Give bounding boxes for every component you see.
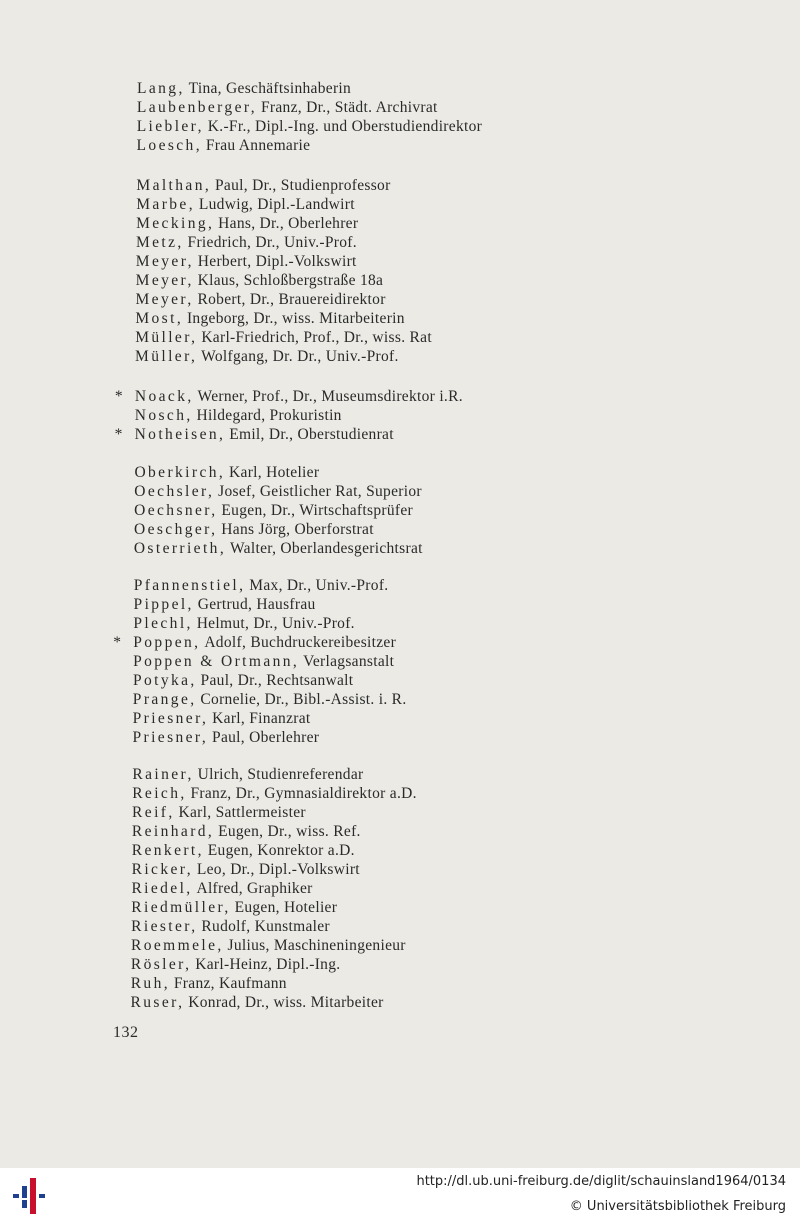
member-details: K.-Fr., Dipl.-Ing. und Oberstudiendirektor xyxy=(207,118,483,135)
list-item xyxy=(136,272,384,290)
list-item xyxy=(131,899,337,917)
member-details: Ingeborg, Dr., wiss. Mitarbeiterin xyxy=(186,310,405,327)
member-details: Rudolf, Kunstmaler xyxy=(201,918,330,935)
member-surname: Riester, xyxy=(131,918,198,935)
member-surname: Osterrieth, xyxy=(133,540,227,557)
list-item xyxy=(134,540,423,558)
deceased-marker: * xyxy=(114,426,123,443)
member-details: Ulrich, Studienreferendar xyxy=(197,766,364,783)
member-details: Adolf, Buchdruckereibesitzer xyxy=(204,634,397,651)
member-details: Helmut, Dr., Univ.-Prof. xyxy=(196,615,355,632)
member-details: Konrad, Dr., wiss. Mitarbeiter xyxy=(188,994,384,1011)
member-details: Franz, Dr., Gymnasialdirektor a.D. xyxy=(190,785,417,802)
list-item xyxy=(136,177,390,195)
list-item xyxy=(132,823,361,841)
member-surname: Poppen & Ortmann, xyxy=(133,653,300,670)
member-surname: Reinhard, xyxy=(131,823,215,840)
member-details: Franz, Dr., Städt. Archivrat xyxy=(260,99,438,116)
member-details: Hans Jörg, Oberforstrat xyxy=(221,521,374,538)
list-item xyxy=(136,215,358,233)
member-surname: Prange, xyxy=(132,691,197,708)
list-item xyxy=(132,804,306,822)
list-item xyxy=(131,918,330,936)
member-surname: Renkert, xyxy=(131,842,204,859)
list-item xyxy=(135,407,342,425)
member-surname: Reich, xyxy=(132,785,187,802)
member-surname: Plechl, xyxy=(133,615,193,632)
member-details: Tina, Geschäftsinhaberin xyxy=(188,80,352,97)
list-item xyxy=(134,577,389,595)
member-details: Karl, Sattlermeister xyxy=(178,804,306,821)
member-surname: Meyer, xyxy=(135,291,194,308)
list-item xyxy=(131,994,384,1012)
member-surname: Noack, xyxy=(134,388,194,405)
list-item xyxy=(134,596,316,614)
list-item xyxy=(131,937,406,955)
member-details: Herbert, Dipl.-Volkswirt xyxy=(197,253,357,270)
member-surname: Oberkirch, xyxy=(134,464,226,481)
member-details: Eugen, Dr., wiss. Ref. xyxy=(218,823,361,840)
deceased-marker: * xyxy=(113,634,121,651)
list-item xyxy=(136,196,355,214)
member-details: Hildegard, Prokuristin xyxy=(196,407,342,424)
member-surname: Riedel, xyxy=(131,880,193,897)
list-item xyxy=(133,672,353,690)
list-item xyxy=(137,118,482,136)
member-details: Robert, Dr., Brauereidirektor xyxy=(197,291,386,308)
member-surname: Nosch, xyxy=(134,407,193,424)
list-item xyxy=(136,291,386,309)
member-surname: Priesner, xyxy=(132,710,209,727)
list-item xyxy=(132,785,417,803)
member-details: Walter, Oberlandesgerichtsrat xyxy=(229,540,423,557)
member-details: Julius, Maschineningenieur xyxy=(227,937,406,954)
member-details: Cornelie, Dr., Bibl.-Assist. i. R. xyxy=(200,691,407,708)
member-surname: Oechsner, xyxy=(134,502,218,519)
list-item xyxy=(134,464,319,482)
member-details: Karl, Finanzrat xyxy=(212,710,311,727)
list-item xyxy=(136,234,357,252)
member-surname: Meyer, xyxy=(135,272,194,289)
member-details: Emil, Dr., Oberstudienrat xyxy=(229,426,394,443)
viewer-footer xyxy=(0,1168,800,1224)
member-surname: Most, xyxy=(135,310,184,327)
list-item xyxy=(114,426,394,444)
member-surname: Rösler, xyxy=(130,956,192,973)
member-surname: Meyer, xyxy=(135,253,194,270)
member-surname: Marbe, xyxy=(136,196,195,213)
member-details: Max, Dr., Univ.-Prof. xyxy=(249,577,389,594)
member-details: Friedrich, Dr., Univ.-Prof. xyxy=(187,234,357,251)
member-surname: Reif, xyxy=(132,804,175,821)
member-surname: Poppen, xyxy=(133,634,201,651)
list-item xyxy=(135,310,404,328)
list-item xyxy=(131,880,312,898)
list-item xyxy=(132,861,360,879)
member-details: Paul, Dr., Rechtsanwalt xyxy=(200,672,354,689)
member-surname: Loesch, xyxy=(136,137,202,154)
member-details: Karl-Heinz, Dipl.-Ing. xyxy=(195,956,341,973)
member-details: Wolfgang, Dr. Dr., Univ.-Prof. xyxy=(201,348,399,365)
member-details: Verlagsanstalt xyxy=(303,653,395,670)
member-surname: Pippel, xyxy=(133,596,194,613)
member-surname: Mecking, xyxy=(136,215,215,232)
member-details: Alfred, Graphiker xyxy=(196,880,313,897)
member-surname: Lang, xyxy=(137,80,185,97)
deceased-marker: * xyxy=(114,388,123,405)
list-item xyxy=(113,634,397,652)
list-item xyxy=(133,615,354,633)
member-surname: Potyka, xyxy=(132,672,197,689)
list-item xyxy=(137,99,438,117)
member-details: Werner, Prof., Dr., Museumsdirektor i.R. xyxy=(197,388,463,405)
list-item xyxy=(132,766,363,784)
list-item xyxy=(131,975,287,993)
member-surname: Laubenberger, xyxy=(136,99,258,116)
list-item xyxy=(133,729,320,747)
member-surname: Ruh, xyxy=(130,975,171,992)
member-surname: Malthan, xyxy=(136,177,212,194)
list-item xyxy=(133,653,394,671)
copyright-text: © Universitätsbibliothek Freiburg xyxy=(569,1199,786,1214)
member-details: Eugen, Dr., Wirtschaftsprüfer xyxy=(221,502,413,519)
member-surname: Metz, xyxy=(135,234,184,251)
page-number: 132 xyxy=(113,1024,139,1041)
member-surname: Oechsler, xyxy=(134,483,215,500)
member-surname: Notheisen, xyxy=(134,426,226,443)
member-surname: Pfannenstiel, xyxy=(133,577,246,594)
member-surname: Roemmele, xyxy=(131,937,224,954)
member-surname: Müller, xyxy=(135,348,198,365)
member-details: Gertrud, Hausfrau xyxy=(197,596,316,613)
member-surname: Riedmüller, xyxy=(131,899,231,916)
list-item xyxy=(133,691,407,709)
library-logo-icon[interactable] xyxy=(10,1176,50,1216)
member-surname: Liebler, xyxy=(136,118,204,135)
list-item xyxy=(134,521,374,539)
list-item xyxy=(135,348,399,366)
list-item xyxy=(137,137,311,155)
member-details: Frau Annemarie xyxy=(205,137,311,154)
source-url-link[interactable]: http://dl.ub.uni-freiburg.de/diglit/schauinsland1964/0134 xyxy=(416,1174,786,1189)
member-surname: Oeschger, xyxy=(134,521,218,538)
member-details: Karl, Hotelier xyxy=(229,464,320,481)
member-details: Paul, Dr., Studienprofessor xyxy=(215,177,391,194)
list-item xyxy=(135,329,432,347)
member-details: Eugen, Konrektor a.D. xyxy=(207,842,355,859)
member-details: Paul, Oberlehrer xyxy=(212,729,320,746)
list-item xyxy=(134,502,413,520)
member-details: Hans, Dr., Oberlehrer xyxy=(218,215,359,232)
member-surname: Ricker, xyxy=(131,861,193,878)
member-details: Karl-Friedrich, Prof., Dr., wiss. Rat xyxy=(201,329,432,346)
list-item xyxy=(136,253,357,271)
member-surname: Ruser, xyxy=(130,994,185,1011)
member-surname: Müller, xyxy=(135,329,198,346)
list-item xyxy=(132,842,355,860)
list-item xyxy=(131,956,341,974)
list-item xyxy=(133,710,311,728)
member-surname: Rainer, xyxy=(132,766,194,783)
member-details: Josef, Geistlicher Rat, Superior xyxy=(218,483,422,500)
list-item xyxy=(114,388,463,406)
member-surname: Priesner, xyxy=(132,729,209,746)
member-details: Leo, Dr., Dipl.-Volkswirt xyxy=(196,861,360,878)
list-item xyxy=(134,483,422,501)
list-item xyxy=(137,80,351,98)
member-details: Klaus, Schloßbergstraße 18a xyxy=(197,272,384,289)
member-details: Franz, Kaufmann xyxy=(173,975,287,992)
member-details: Eugen, Hotelier xyxy=(234,899,338,916)
member-details: Ludwig, Dipl.-Landwirt xyxy=(198,196,355,213)
